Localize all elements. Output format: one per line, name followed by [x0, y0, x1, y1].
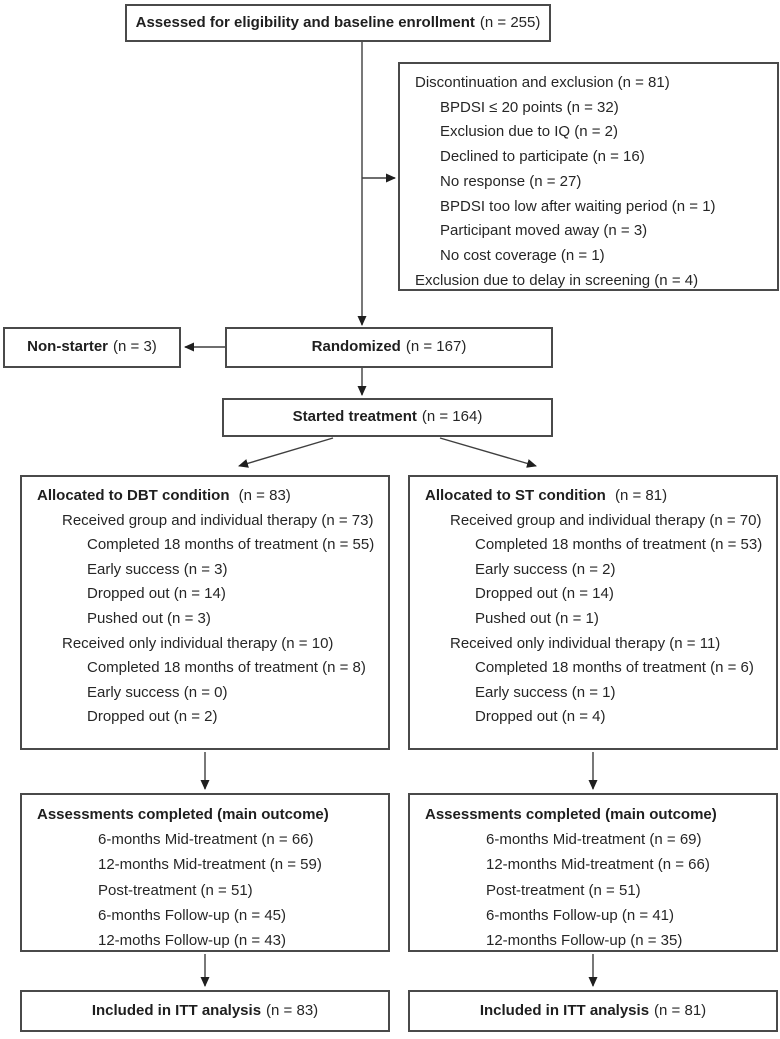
flow-line: BPDSI too low after waiting period (n = 1)	[440, 197, 716, 215]
flow-line: Early success (n = 2)	[475, 560, 616, 578]
flow-line: Dropped out (n = 14)	[475, 585, 614, 603]
randomized-box	[225, 327, 553, 368]
flow-line: Declined to participate (n = 16)	[440, 148, 645, 166]
st-assessments-items	[425, 827, 768, 953]
dbt-itt-label: Included in ITT analysis	[91, 1001, 262, 1019]
randomized-label: Randomized	[311, 338, 401, 356]
st-itt-n: (n = 81)	[654, 1001, 707, 1019]
flow-line: Completed 18 months of treatment (n = 53)	[475, 536, 763, 554]
flow-line: Pushed out (n = 1)	[475, 609, 599, 627]
connector-started-to-st	[440, 438, 536, 466]
flow-line: Received only individual therapy (n = 10)	[62, 634, 334, 652]
flow-line: Dropped out (n = 14)	[87, 585, 226, 603]
dbt-itt-box	[20, 990, 390, 1032]
allocated-st-box	[408, 475, 778, 750]
assessed-n: (n = 255)	[479, 13, 541, 31]
flow-line: 6-months Follow-up (n = 45)	[98, 906, 286, 924]
exclusion-box	[398, 62, 779, 291]
flow-line: Completed 18 months of treatment (n = 8)	[87, 659, 366, 677]
flow-line: 12-months Follow-up (n = 35)	[486, 932, 683, 950]
flow-line: Completed 18 months of treatment (n = 6)	[475, 659, 754, 677]
assessed-label: Assessed for eligibility and baseline enrollment	[135, 13, 475, 31]
allocated-st-items	[425, 509, 768, 730]
flow-line: Dropped out (n = 2)	[87, 708, 218, 726]
flow-line: No cost coverage (n = 1)	[440, 246, 605, 264]
allocated-dbt-n: (n = 83)	[238, 487, 291, 504]
flow-line: Discontinuation and exclusion (n = 81)	[415, 74, 670, 91]
non-starter-label: Non-starter	[27, 338, 109, 356]
flow-line: Pushed out (n = 3)	[87, 609, 211, 627]
dbt-assessments-title: Assessments completed (main outcome)	[37, 806, 329, 823]
flow-line: Participant moved away (n = 3)	[440, 222, 648, 240]
flow-line: Exclusion due to delay in screening (n = 4)	[415, 271, 699, 289]
flow-line: 6-months Mid-treatment (n = 69)	[486, 831, 702, 849]
allocated-dbt-items	[37, 509, 380, 730]
flow-line: Dropped out (n = 4)	[475, 708, 606, 726]
flow-line: Early success (n = 0)	[87, 683, 228, 701]
flow-line: Received group and individual therapy (n = 73)	[62, 511, 374, 529]
flow-line: Completed 18 months of treatment (n = 55)	[87, 536, 375, 554]
connector-started-to-dbt	[239, 438, 333, 466]
st-assessments-title: Assessments completed (main outcome)	[425, 806, 717, 823]
allocated-st-title	[425, 484, 768, 509]
dbt-assessments-items	[37, 827, 380, 953]
assessed-eligibility-box	[125, 4, 551, 42]
flow-line: Post-treatment (n = 51)	[486, 881, 641, 899]
st-assessments-box	[408, 793, 778, 952]
dbt-assessments-box	[20, 793, 390, 952]
allocated-dbt-title	[37, 484, 380, 509]
started-treatment-box	[222, 398, 553, 437]
flow-line: Early success (n = 3)	[87, 560, 228, 578]
flow-line: No response (n = 27)	[440, 172, 582, 190]
started-n: (n = 164)	[421, 408, 483, 426]
flow-line: Post-treatment (n = 51)	[98, 881, 253, 899]
flow-line: 12-months Mid-treatment (n = 59)	[98, 856, 322, 874]
flow-line: 12-months Mid-treatment (n = 66)	[486, 856, 710, 874]
flow-line: 12-moths Follow-up (n = 43)	[98, 932, 286, 950]
st-itt-label: Included in ITT analysis	[479, 1001, 650, 1019]
started-label: Started treatment	[292, 408, 417, 426]
flow-line: Early success (n = 1)	[475, 683, 616, 701]
flow-line: Received only individual therapy (n = 11)	[450, 634, 721, 652]
allocated-dbt-label: Allocated to DBT condition	[37, 487, 230, 504]
flow-line: Exclusion due to IQ (n = 2)	[440, 123, 619, 141]
allocated-dbt-box	[20, 475, 390, 750]
non-starter-box	[3, 327, 181, 368]
allocated-st-label: Allocated to ST condition	[425, 487, 606, 504]
randomized-n: (n = 167)	[405, 338, 467, 356]
allocated-st-n: (n = 81)	[615, 487, 668, 504]
flow-line: Received group and individual therapy (n = 70)	[450, 511, 762, 529]
st-itt-box	[408, 990, 778, 1032]
flow-line: BPDSI ≤ 20 points (n = 32)	[440, 98, 619, 116]
dbt-itt-n: (n = 83)	[266, 1001, 319, 1019]
flow-line: 6-months Mid-treatment (n = 66)	[98, 831, 314, 849]
flow-line: 6-months Follow-up (n = 41)	[486, 906, 674, 924]
non-starter-n: (n = 3)	[113, 338, 157, 356]
